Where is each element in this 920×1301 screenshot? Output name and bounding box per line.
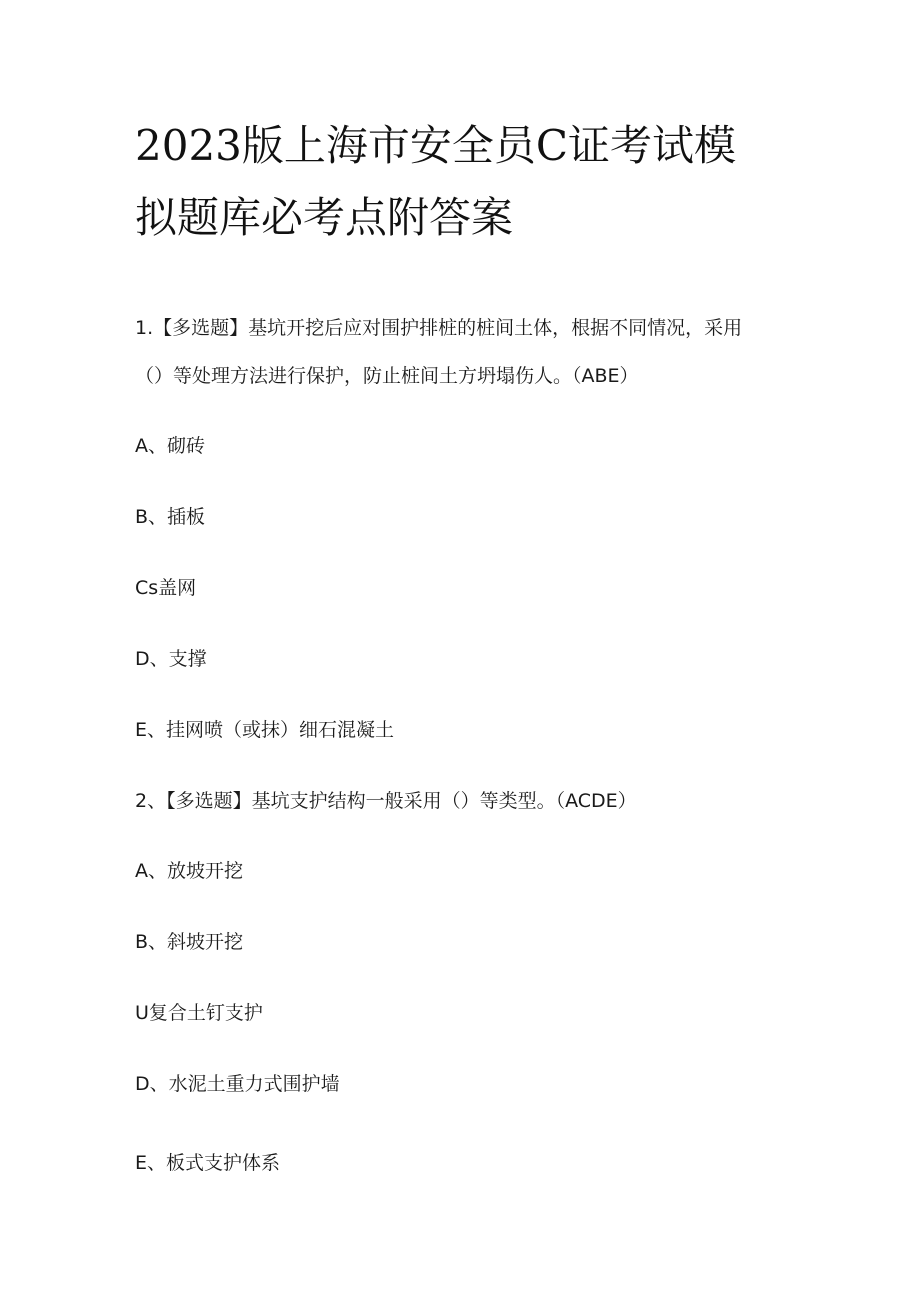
question-1-option-c: Cs盖网 [135, 577, 197, 599]
question-1-option-e: E、挂网喷（或抹）细石混凝土 [135, 719, 395, 741]
question-1-option-d: D、支撑 [135, 648, 207, 670]
question-1-stem-line-1: 1.【多选题】基坑开挖后应对围护排桩的桩间土体，根据不同情况，采用 [135, 317, 743, 339]
question-2-option-d: D、水泥土重力式围护墙 [135, 1073, 340, 1095]
question-1-option-a: A、砌砖 [135, 435, 205, 457]
question-2-option-e: E、板式支护体系 [135, 1152, 281, 1174]
document-title-line-1: 2023版上海市安全员C证考试模 [135, 121, 737, 170]
question-1-option-b: B、插板 [135, 506, 206, 528]
document-title-line-2: 拟题库必考点附答案 [135, 193, 514, 242]
question-2-option-c: U复合土钉支护 [135, 1002, 263, 1024]
question-2-option-a: A、放坡开挖 [135, 860, 243, 882]
question-1-stem-line-2: （）等处理方法进行保护，防止桩间土方坍塌伤人。（ABE） [135, 365, 639, 387]
question-2-option-b: B、斜坡开挖 [135, 931, 244, 953]
question-2-stem-line-1: 2、【多选题】基坑支护结构一般采用（）等类型。（ACDE） [135, 790, 637, 812]
